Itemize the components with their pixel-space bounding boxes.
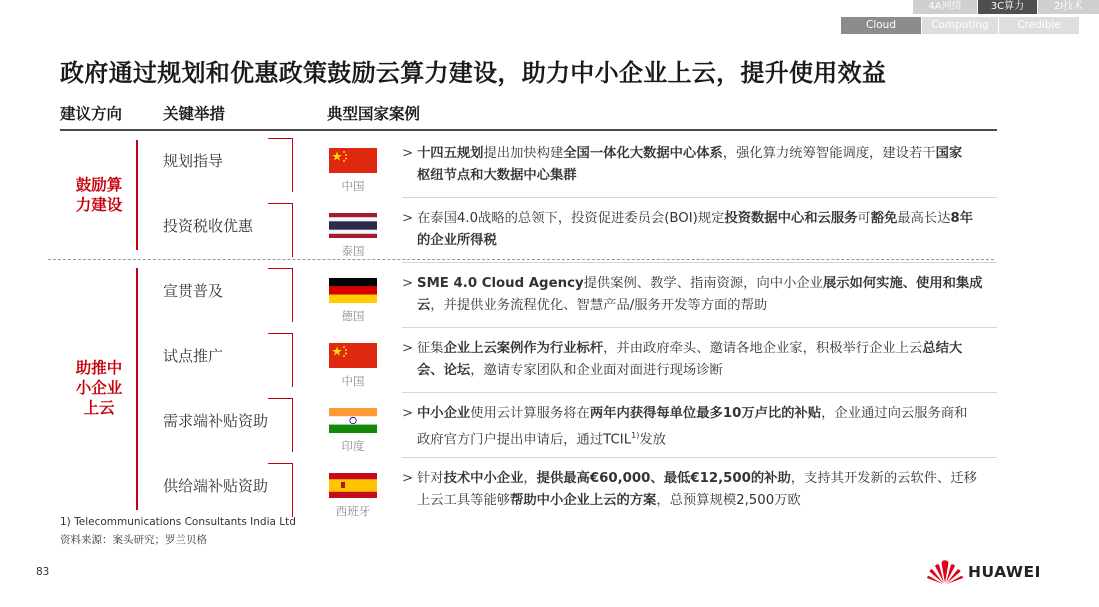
measure-bracket-tick: [268, 398, 292, 399]
description-line: [402, 165, 987, 187]
emphasis-text: 提供最高€60,000、最低€12,500的补助: [536, 471, 791, 486]
body-text: 提供案例、教学、指南资源，向中小企业: [583, 276, 823, 291]
measure-bracket: [292, 268, 293, 322]
measure-label: 宣贯普及: [163, 282, 224, 300]
country-label: 德国: [341, 309, 365, 323]
header-measure: 关键举措: [163, 105, 226, 123]
measure-bracket-tick: [268, 333, 292, 334]
country-label: 中国: [341, 374, 365, 388]
header-direction: 建议方向: [60, 105, 123, 123]
description-line: [402, 425, 987, 451]
measure-label: 供给端补贴资助: [163, 477, 269, 495]
thailand-flag-icon: [329, 213, 377, 238]
emphasis-text: 豁免: [870, 211, 898, 226]
emphasis-text: 企业上云案例作为行业标杆: [443, 341, 604, 356]
measure-bracket: [292, 333, 293, 387]
body-text: ，支持其开发新的云软件、迁移: [790, 471, 977, 486]
sub-tab-0[interactable]: Cloud: [841, 17, 921, 34]
emphasis-text: 8年: [950, 211, 974, 226]
measure-bracket-tick: [268, 463, 292, 464]
body-text: 最高长达: [897, 211, 951, 226]
measure-bracket-tick: [268, 138, 292, 139]
huawei-logo-text: HUAWEI: [968, 563, 1041, 581]
measure-bracket: [292, 203, 293, 257]
country-label: 西班牙: [335, 504, 371, 518]
measure-bracket: [292, 398, 293, 452]
direction-label-sme: 助推中 小企业 上云: [75, 359, 123, 417]
body-text: 在泰国4.0战略的总领下，投资促进委员会(BOI)规定: [417, 211, 725, 226]
description-line: [402, 295, 987, 317]
sub-tab-1[interactable]: Computing: [922, 17, 998, 34]
emphasis-text: 云: [417, 298, 431, 313]
body-text: 发放: [639, 432, 666, 448]
header-divider: [60, 129, 997, 131]
measure-label: 规划指导: [163, 152, 224, 170]
description-line: [402, 360, 987, 382]
emphasis-text: 中小企业: [417, 406, 471, 421]
case-description: [402, 403, 987, 451]
description-line: [402, 208, 987, 230]
body-text: ，并提供业务流程优化、智慧产品/服务开发等方面的帮助: [430, 298, 768, 313]
country-label: 印度: [341, 439, 365, 453]
section-separator: [48, 259, 994, 260]
measure-bracket: [292, 463, 293, 517]
description-line: [402, 230, 987, 252]
subsection-tabs: [841, 17, 1079, 34]
bullet-arrow-icon: >: [402, 211, 414, 226]
row-separator: [402, 197, 997, 198]
emphasis-text: 两年内获得每单位最多10万卢比的补贴: [589, 406, 822, 421]
description-line: [402, 338, 987, 360]
bullet-arrow-icon: >: [402, 341, 414, 356]
emphasis-text: 会、论坛: [417, 363, 471, 378]
measure-bracket-tick: [268, 203, 292, 204]
measure-bracket-tick: [268, 268, 292, 269]
bullet-arrow-icon: >: [402, 146, 414, 161]
measure-bracket: [292, 138, 293, 192]
body-text: 可: [857, 211, 871, 226]
description-line: [402, 143, 987, 165]
huawei-logo-icon: [926, 559, 964, 585]
body-text: ，强化算力统筹智能调度，建设若干: [722, 146, 936, 161]
emphasis-text: 技术中小企业: [443, 471, 524, 486]
germany-flag-icon: [329, 278, 377, 303]
bullet-arrow-icon: >: [402, 276, 414, 291]
body-text: ，并由政府牵头、邀请各地企业家，积极举行企业上云: [603, 341, 923, 356]
measure-label: 投资税收优惠: [163, 217, 254, 235]
top-tab-1[interactable]: 3C算力: [978, 0, 1037, 14]
spain-flag-icon: [329, 473, 377, 498]
body-text: ，邀请专家团队和企业面对面进行现场诊断: [470, 363, 723, 378]
country-label: 泰国: [341, 244, 365, 258]
china-flag-icon: [329, 148, 377, 173]
body-text: ，总预算规模2,500万欧: [656, 493, 801, 508]
page-number: 83: [36, 566, 50, 578]
body-text: ，企业通过向云服务商和: [821, 406, 968, 421]
body-text: 政府官方门户提出申请后，通过TCIL: [417, 432, 632, 448]
header-case: 典型国家案例: [327, 105, 421, 123]
direction-bracket: [136, 140, 138, 250]
row-separator: [402, 457, 997, 458]
emphasis-text: 十四五规划: [417, 146, 484, 161]
bullet-arrow-icon: >: [402, 471, 414, 486]
case-description: [402, 468, 987, 512]
emphasis-text: 总结大: [922, 341, 963, 356]
measure-label: 需求端补贴资助: [163, 412, 269, 430]
footnote: 1) Telecommunications Consultants India Ltd: [60, 516, 296, 528]
case-description: [402, 273, 987, 317]
country-label: 中国: [341, 179, 365, 193]
row-separator: [402, 392, 997, 393]
bullet-arrow-icon: >: [402, 406, 414, 421]
measure-label: 试点推广: [163, 347, 224, 365]
description-line: [402, 490, 987, 512]
row-separator: [402, 327, 997, 328]
section-tabs: [913, 0, 1099, 14]
case-description: [402, 208, 987, 252]
direction-label-build: 鼓励算 力建设: [75, 176, 123, 214]
body-text: ，: [523, 471, 537, 486]
sub-tab-2[interactable]: Credible: [999, 17, 1079, 34]
body-text: 针对: [417, 471, 444, 486]
direction-bracket: [136, 268, 138, 510]
source-note: 资料来源：案头研究；罗兰贝格: [60, 534, 207, 546]
description-line: [402, 273, 987, 295]
emphasis-text: 展示如何实施、使用和集成: [822, 276, 983, 291]
top-tab-0[interactable]: 4A网络: [913, 0, 977, 14]
body-text: 上云工具等能够: [417, 493, 511, 508]
emphasis-text: 国家: [935, 146, 963, 161]
row-separator: [402, 262, 997, 263]
case-description: [402, 143, 987, 187]
emphasis-text: 帮助中小企业上云的方案: [510, 493, 657, 508]
footnote-mark: 1): [631, 431, 640, 440]
emphasis-text: SME 4.0 Cloud Agency: [417, 276, 584, 291]
emphasis-text: 的企业所得税: [417, 233, 497, 248]
emphasis-text: 投资数据中心和云服务: [724, 211, 858, 226]
body-text: 征集: [417, 341, 444, 356]
description-line: [402, 468, 987, 490]
top-tab-2[interactable]: 2I技术: [1038, 0, 1099, 14]
emphasis-text: 全国一体化大数据中心体系: [563, 146, 723, 161]
emphasis-text: 枢纽节点和大数据中心集群: [417, 168, 577, 183]
china-flag-icon: [329, 343, 377, 368]
description-line: [402, 403, 987, 425]
india-flag-icon: [329, 408, 377, 433]
case-description: [402, 338, 987, 382]
page-title: 政府通过规划和优惠政策鼓励云算力建设，助力中小企业上云，提升使用效益: [60, 59, 887, 87]
body-text: 提出加快构建: [483, 146, 564, 161]
body-text: 使用云计算服务将在: [470, 406, 590, 421]
